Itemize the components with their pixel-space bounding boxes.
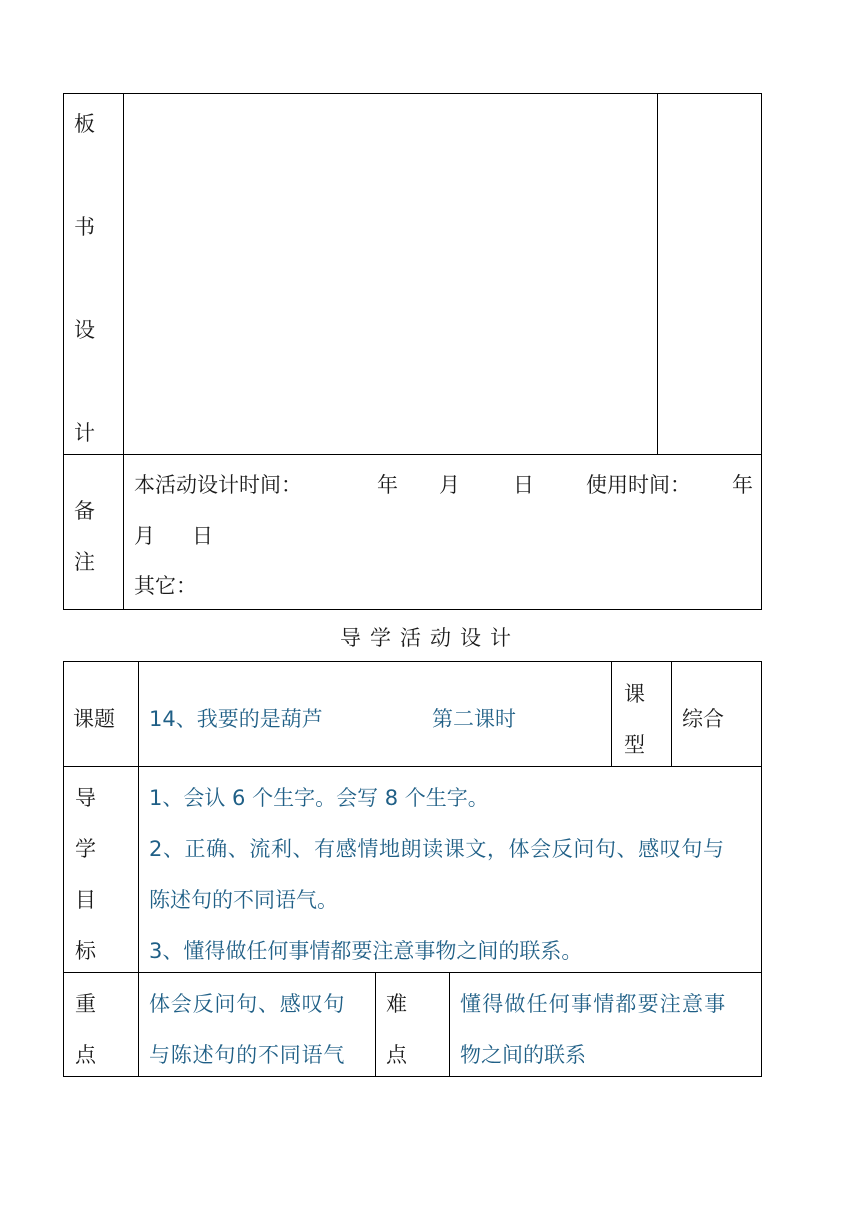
- difficult-points-label-char: 点: [386, 1043, 407, 1067]
- design-day: 日: [513, 473, 534, 497]
- remarks-content: [124, 455, 761, 609]
- row-divider: [64, 766, 761, 767]
- topic-label: 课题: [73, 707, 115, 731]
- key-points-line: 体会反问句、感叹句: [149, 992, 346, 1016]
- label-char: 设: [74, 318, 95, 342]
- board-design-remarks-table: [63, 93, 762, 610]
- lesson-period: 第二课时: [432, 707, 516, 731]
- lesson-type-label-char: 型: [624, 733, 645, 757]
- difficult-points-label-char: 难: [386, 992, 407, 1016]
- section-title: 导学活动设计: [340, 626, 520, 650]
- use-time-label: 使用时间：: [586, 473, 691, 497]
- objectives-label-char: 导: [75, 786, 96, 810]
- lesson-type-label-char: 课: [624, 682, 645, 706]
- lesson-type-value: 综合: [682, 707, 724, 731]
- difficult-points-line: 懂得做任何事情都要注意事: [460, 992, 727, 1016]
- other-label: 其它：: [134, 574, 197, 598]
- objective-item: 1、会认 6 个生字。会写 8 个生字。: [149, 786, 489, 810]
- label-char: 板: [74, 112, 95, 136]
- label-char: 备: [74, 499, 95, 523]
- objectives-label-char: 学: [75, 837, 96, 861]
- objective-item: 2、正确、流利、有感情地朗读课文，体会反问句、感叹句与: [149, 837, 725, 861]
- design-year: 年: [377, 473, 398, 497]
- column-divider: [611, 662, 612, 766]
- board-design-side[interactable]: [658, 94, 761, 454]
- column-divider: [449, 972, 450, 1076]
- use-year: 年: [732, 473, 753, 497]
- lesson-plan-table: [63, 661, 762, 1077]
- objective-item: 3、懂得做任何事情都要注意事物之间的联系。: [149, 939, 583, 963]
- objectives-label-char: 目: [75, 888, 96, 912]
- use-day: 日: [192, 524, 213, 548]
- key-points-label-char: 点: [75, 1043, 96, 1067]
- label-char: 计: [74, 421, 95, 445]
- objectives-label-char: 标: [75, 939, 96, 963]
- row-divider: [64, 972, 761, 973]
- design-month: 月: [439, 473, 460, 497]
- objective-item: 陈述句的不同语气。: [149, 888, 338, 912]
- column-divider: [671, 662, 672, 766]
- remarks-label: [64, 455, 123, 609]
- topic-value: 14、我要的是葫芦: [149, 707, 323, 731]
- board-design-content[interactable]: [124, 94, 657, 454]
- difficult-points-line: 物之间的联系: [460, 1043, 586, 1067]
- column-divider: [375, 972, 376, 1076]
- column-divider: [138, 662, 139, 1076]
- design-time-label: 本活动设计时间：: [134, 473, 302, 497]
- key-points-line: 与陈述句的不同语气: [149, 1043, 346, 1067]
- label-char: 注: [74, 550, 95, 574]
- board-design-label: [64, 94, 123, 454]
- key-points-label-char: 重: [75, 992, 96, 1016]
- use-month: 月: [134, 524, 155, 548]
- label-char: 书: [74, 215, 95, 239]
